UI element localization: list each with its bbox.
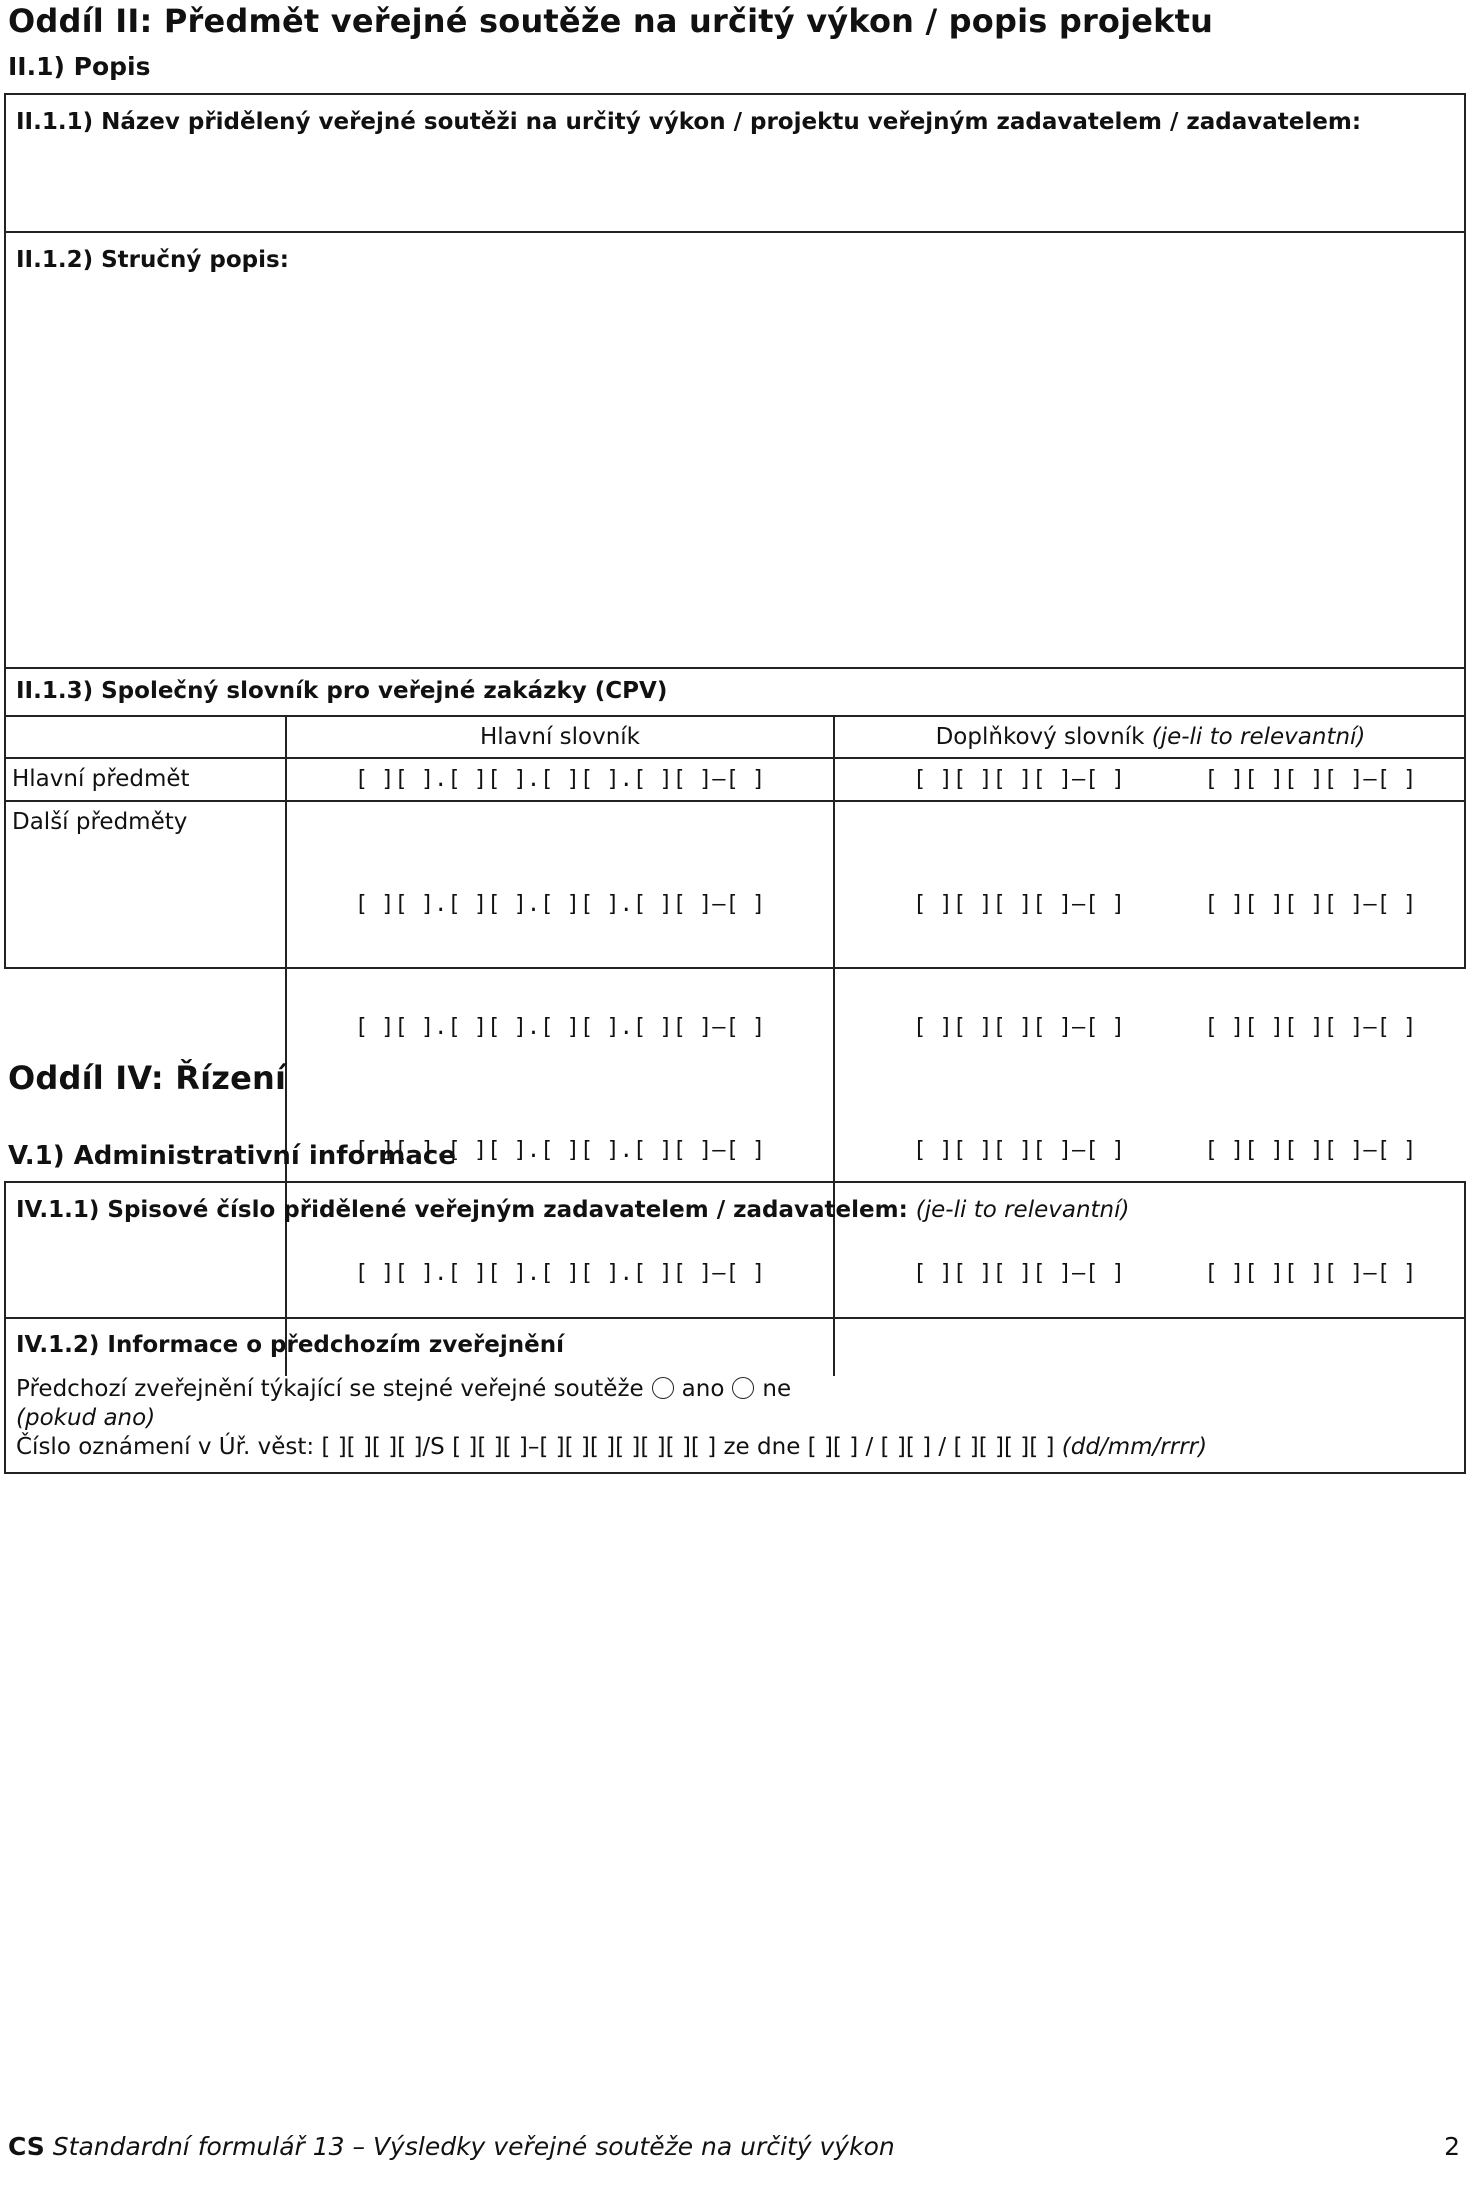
cpv-extra-codes[interactable]: [ ][ ][ ][ ]–[ ] [ ][ ][ ][ ]–[ ] [834,758,1466,801]
section-ii-1-heading: II.1) Popis [8,52,151,81]
cpv-extra-line[interactable]: [ ][ ][ ][ ]–[ ] [ ][ ][ ][ ]–[ ] [913,1138,1417,1163]
cpv-row-main-label: Hlavní předmět [4,758,286,801]
divider [6,231,1464,233]
field-ii-1-1-label: II.1.1) Název přidělený veřejné soutěži na určitý výkon / projektu veřejným zadavatelem / zadavatelem: [16,109,1362,135]
cpv-extra-line[interactable]: [ ][ ][ ][ ]–[ ] [ ][ ][ ][ ]–[ ] [913,1015,1417,1040]
form-page [4,0,1468,2189]
previous-publication-row: Předchozí zveřejnění týkající se stejné veřejné soutěže ano ne [16,1376,792,1402]
notice-number-field[interactable]: [ ][ ][ ][ ]/S [ ][ ][ ]–[ ][ ][ ][ ][ ][ ][ ] [321,1434,717,1460]
footer-form-title: Standardní formulář 13 – Výsledky veřejné soutěže na určitý výkon [52,2132,895,2161]
cpv-header-main: Hlavní slovník [286,716,834,758]
radio-no[interactable] [732,1377,754,1399]
section-iv-title: Oddíl IV: Řízení [8,1059,287,1097]
section-ii-title: Oddíl II: Předmět veřejné soutěže na určitý výkon / popis projektu [8,2,1214,40]
cpv-main-code[interactable]: [ ][ ].[ ][ ].[ ][ ].[ ][ ]–[ ] [286,758,834,801]
page-footer [8,2132,1464,2161]
radio-no-label: ne [762,1376,792,1402]
field-iv-1-1-label: IV.1.1) Spisové číslo přidělené veřejným zadavatelem / zadavatelem: (je-li to relevantní) [16,1197,1130,1223]
notice-date-field[interactable]: [ ][ ] / [ ][ ] / [ ][ ][ ][ ] [807,1434,1055,1460]
notice-number-row: Číslo oznámení v Úř. věst: [ ][ ][ ][ ]/S [ ][ ][ ]–[ ][ ][ ][ ][ ][ ][ ] ze dne [ ][ ] / [ ][ ] / [ ][ ][ ][ ] (dd/mm/rrrr) [16,1434,1208,1460]
field-ii-1-2-label: II.1.2) Stručný popis: [16,247,289,273]
cpv-row-other-label: Další předměty [4,801,286,1376]
cpv-code-line[interactable]: [ ][ ].[ ][ ].[ ][ ].[ ][ ]–[ ] [354,1261,766,1286]
section-iv-1-heading: V.1) Administrativní informace [8,1141,456,1171]
cpv-extra-line[interactable]: [ ][ ][ ][ ]–[ ] [ ][ ][ ][ ]–[ ] [913,1261,1417,1286]
radio-yes[interactable] [652,1377,674,1399]
section-iv-box [4,1181,1466,1474]
divider [6,667,1464,669]
cpv-header-empty [4,716,286,758]
cpv-code-line[interactable]: [ ][ ].[ ][ ].[ ][ ].[ ][ ]–[ ] [354,1138,766,1163]
field-iv-1-2-label: IV.1.2) Informace o předchozím zveřejnění [16,1332,564,1358]
radio-yes-label: ano [681,1376,725,1402]
cpv-code-line[interactable]: [ ][ ].[ ][ ].[ ][ ].[ ][ ]–[ ] [354,1015,766,1040]
cpv-extra-line[interactable]: [ ][ ][ ][ ]–[ ] [ ][ ][ ][ ]–[ ] [913,892,1417,917]
cpv-header-extra: Doplňkový slovník (je-li to relevantní) [834,716,1466,758]
cpv-code-line[interactable]: [ ][ ].[ ][ ].[ ][ ].[ ][ ]–[ ] [354,892,766,917]
field-ii-1-3-label: II.1.3) Společný slovník pro veřejné zakázky (CPV) [16,678,668,704]
footer-language: CS [8,2132,45,2161]
page-number: 2 [1444,2132,1460,2161]
divider [6,1317,1464,1319]
if-yes-note: (pokud ano) [16,1405,156,1431]
